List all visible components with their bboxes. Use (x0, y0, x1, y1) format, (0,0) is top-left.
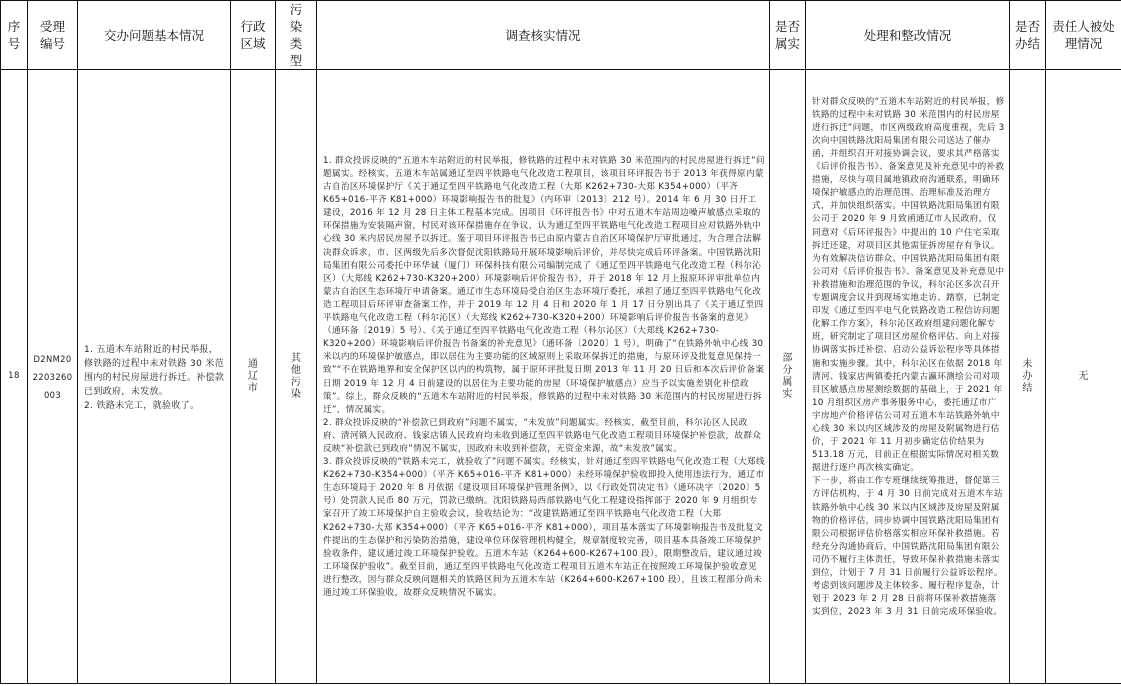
header-case-id: 受理编号 (28, 1, 78, 70)
issue-item: 1. 五道木车站附近的村民举报，修铁路的过程中未对铁路 30 米范围内的村民房屋进行拆迁。补偿款已到政府，未发放。 (84, 344, 225, 397)
header-accountability: 责任人被处理情况 (1046, 1, 1121, 70)
cell-case-id: D2NM202203260003 (28, 70, 78, 684)
header-issue: 交办问题基本情况 (78, 1, 231, 70)
cell-issue (78, 70, 231, 684)
cell-verified (770, 70, 806, 684)
cell-region (231, 70, 276, 684)
investigation-paragraph: 3. 群众投诉反映的“铁路未完工，就验收了”问题不属实。经核实，针对通辽至四平铁路电气化改造工程（大郑线 K262+730-K354+000）（平齐 K65+016-平齐 K81+000）未经环境保护验收即投入使用违法行为，通辽市生态环境局于 2020 年 8 月依据《建设项目环境保护管理条例》，以《行政处罚决定书》（通环决字〔2020〕5 号）处罚款人民币 80 万元，罚款已缴纳。沈阳铁路局西部铁路电气化工程建设指挥部于 2020 年 9 月组织专家召开了竣工环境保护自主验收会议，验收结论为：“改建铁路通辽至四平铁路电气化改造工程（大郑 K262+730-大郑 K354+000）（平齐 K65+016-平齐 K81+000），项目基本落实了环境影响报告书及批复文件提出的生态保护和污染防治措施，建设单位环保管理机构健全，规章制度较完善，项目基本具备竣工环境保护验收条件，建议通过竣工环境保护验收。五道木车站（K264+600-K267+100 段），限期整改后，建议通过竣工环境保护验收”。截至目前，通辽至四平铁路电气化改造工程项目五道木车站正在按照竣工环境保护验收意见进行整改，因与群众反映问题相关的铁路区间为五道木车站（K264+600-K267+100 段），且该工程部分尚未通过竣工环保验收，故群众反映情况不属实。 (323, 457, 765, 598)
handling-paragraph: 针对群众反映的“五道木车站附近的村民举报，修铁路的过程中未对铁路 30 米范围内的村民房屋进行拆迁”问题，市区两级政府高度重视，先后 3 次向中国铁路沈阳局集团有限公司送达了催办函，并组织召开对接协调会议，要求其严格落实《后评价报告书》、备案意见及补充意见中的补救措施，尽快与项目属地镇政府沟通联系，明确环境保护敏感点的治理范围、治理标准及治理方式，并加快组织落实。中国铁路沈阳局集团有限公司于 2020 年 9 月致函通辽市人民政府，仅同意对《后环评报告》中提出的 10 户住宅采取拆迁还建，对项目区其他需征拆房屋存有争议。 (812, 96, 1005, 251)
verified-text: 部分属实 (782, 352, 793, 400)
header-verified: 是否属实 (770, 1, 806, 70)
pollution-type-text: 其他污染 (290, 352, 302, 400)
header-handling: 处理和整改情况 (806, 1, 1010, 70)
region-text: 通辽市 (247, 358, 259, 394)
cell-pollution-type (276, 70, 317, 684)
header-investigation: 调查核实情况 (317, 1, 770, 70)
header-row (1, 1, 1121, 70)
header-completed: 是否办结 (1010, 1, 1046, 70)
issue-item: 2. 铁路未完工，就验收了。 (84, 400, 200, 411)
handling-paragraph: 下一步，将由工作专班继续统筹推进，督促第三方评估机构，于 4 月 30 日前完成对五道木车站铁路外轨中心线 30 米以内区域涉及房屋及附属物的价格评估，同步协调中国铁路沈阳局集团有限公司根据评估价格落实相应环保补救措施。若经充分沟通协商后，中国铁路沈阳局集团有限公司仍不履行主体责任，导致环保补救措施未落实到位，计划于 7 月 31 日前履行公益诉讼程序。考虑到该问题涉及主体较多、履行程序复杂，计划于 2023 年 2 月 28 日前将环保补救措施落实到位，2023 年 3 月 31 日前完成环保验收。 (812, 476, 1003, 618)
cell-handling (806, 70, 1010, 684)
header-region: 行政区域 (231, 1, 276, 70)
cell-investigation (317, 70, 770, 684)
investigation-paragraph: 2. 群众投诉反映的“补偿款已到政府”问题不属实，“未发放”问题属实。经核实，截至目前，科尔沁区人民政府、清河镇人民政府、钱家店镇人民政府均未收到通辽至四平铁路电气化改造工程项目环境保护补偿款，故群众反映“补偿款已到政府”情况不属实，因政府未收到补偿款，无资金来源，故“未发放”属实。 (323, 417, 762, 454)
cell-accountability: 无 (1046, 70, 1121, 684)
completed-text: 未办结 (1022, 358, 1033, 394)
investigation-paragraph: 1. 群众投诉反映的“五道木车站附近的村民举报，修铁路的过程中未对铁路 30 米范围内的村民房屋进行拆迁”问题属实。经核实，五道木车站属通辽至四平铁路电气化改造工程项目，该项目环评报告书于 2013 年获得原内蒙古自治区环境保护厅《关于通辽至四平铁路电气化改造工程（大郑 K262+730-大郑 K354+000）（平齐 K65+016-平齐 K81+000）环境影响报告书的批复》（内环审〔2013〕212 号）。2014 年 6 月 30 日开工建设，2016 年 12 月 28 日主体工程基本完成。因项目《环评报告书》中对五道木车站周边噪声敏感点采取的环保措施为安装隔声窗，村民对该环保措施存在争议，认为通辽至四平铁路电气化改造工程项目应对铁路外轨中心线 30 米内居民房屋予以拆迁。鉴于项目环评报告书已由原内蒙古自治区环境保护厅审批通过，为合理合法解决群众诉求，市、区两级先后多次督促沈阳铁路局开展环境影响后评价，并尽快完成后环评备案。中国铁路沈阳局集团有限公司委托中环华诚（厦门）环保科技有限公司编制完成了《通辽至四平铁路电气化改造工程（科尔沁区）（大郑线 K262+730-K320+200）环境影响后评价报告书》，并于 2018 年 12 月上报原环评审批单位内蒙古自治区生态环境厅申请备案。通辽市生态环境局受自治区生态环境厅委托，承担了通辽至四平铁路电气化改造工程项目后环评审查备案工作，并于 2019 年 12 月 4 日和 2020 年 1 月 17 日分别出具了《关于通辽至四平铁路电气化改造工程（科尔沁区）（大郑线 K262+730-K320+200）环境影响后评价报告书备案的意见》（通环备〔2019〕5 号）、《关于通辽至四平铁路电气化改造工程（科尔沁区）（大郑线 K262+730-K320+200）环境影响后评价报告书备案的补充意见》（通环备〔2020〕1 号），明确了“在铁路外轨中心线 30 米以内的环境保护敏感点，即以居住为主要功能的区域原则上采取环保拆迁的措施，与原环评及批复意见保持一致”“不在铁路地界和安全保护区以内的构筑物，属于原环评批复日期 2013 年 11 月 20 日后和本次后评价备案日期 2019 年 12 月 4 日前建设的以居住为主要功能的房屋（环境保护敏感点）应当予以实施差别化补偿政策”。综上，群众反映的“五道木车站附近的村民举报，修铁路的过程中未对铁路 30 米范围内的村民房屋进行拆迁”，情况属实。 (323, 155, 765, 415)
cell-completed (1010, 70, 1046, 684)
header-index: 序号 (1, 1, 28, 70)
table-row (1, 70, 1121, 684)
cell-index: 18 (1, 70, 28, 684)
handling-paragraph: 为有效解决信访群众、中国铁路沈阳局集团有限公司对《后评价报告书》、备案意见及补充意见中补救措施和治理范围的争议，科尔沁区多次召开专题调度会议并到现场实地走访、踏察，已制定印发《通辽至四平电气化铁路改造工程信访问题化解工作方案》，科尔沁区政府组建问题化解专班，研究制定了项目区房屋价格评估、向上对接协调落实拆迁补偿、启动公益诉讼程序等具体措施和实施步骤。其中，科尔沁区在依据 2018 年清河、钱家店两镇委托内蒙古瀛环测绘公司对项目区敏感点房屋测绘数据的基础上，于 2021 年 10 月组织区房产事务服务中心，委托通辽市广宇房地产价格评估公司对五道木车站铁路外轨中心线 30 米以内区域涉及的房屋及附属物进行估价，于 2021 年 11 月初步确定估价结果为 513.18 万元，目前正在根据实际情况对相关数据进行逐户再次核实确定。 (812, 253, 1005, 474)
header-pollution-type: 污染类型 (276, 1, 317, 70)
